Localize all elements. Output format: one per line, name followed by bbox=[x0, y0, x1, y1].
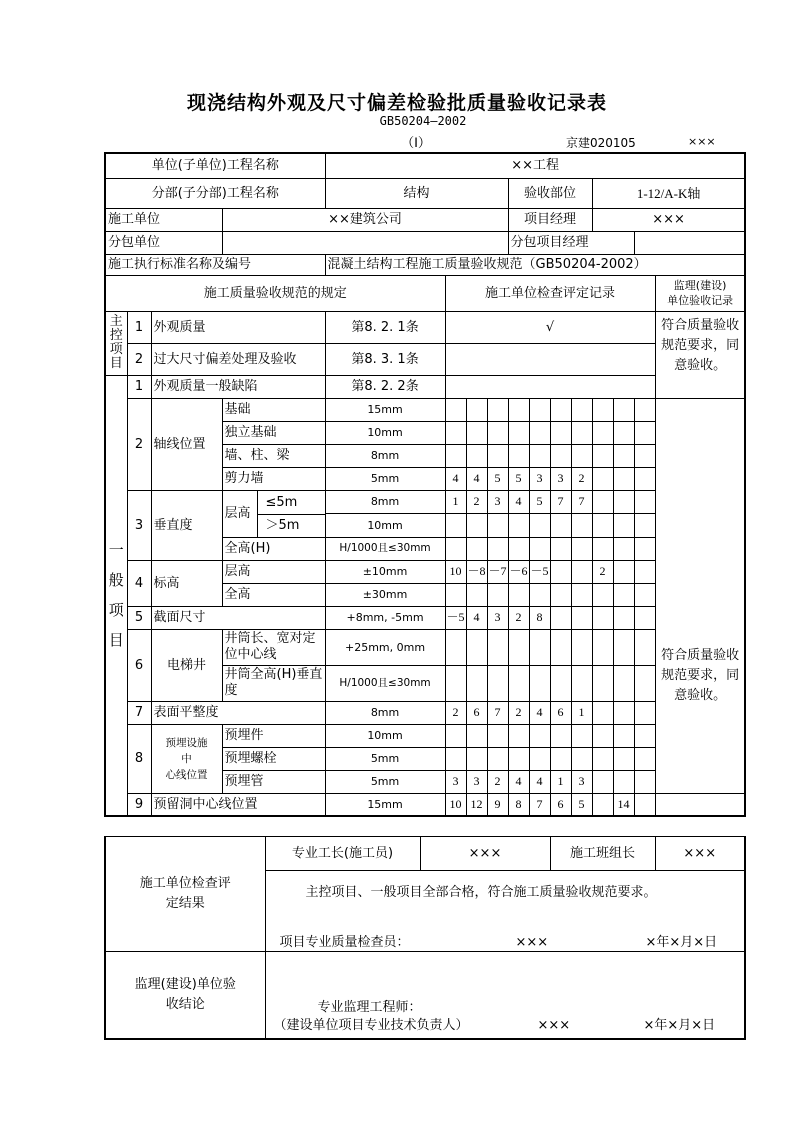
measured-value bbox=[508, 665, 529, 701]
measured-value: 5 bbox=[571, 793, 592, 816]
measured-value: 14 bbox=[613, 793, 634, 816]
measured-value bbox=[571, 444, 592, 467]
measured-value bbox=[487, 583, 508, 606]
measured-value bbox=[613, 421, 634, 444]
measured-value bbox=[571, 560, 592, 583]
measured-value bbox=[487, 537, 508, 560]
sub-project-value: 结构 bbox=[325, 178, 508, 208]
measured-value bbox=[571, 421, 592, 444]
contractor-label: 施工单位 bbox=[105, 208, 222, 231]
measured-value: －5 bbox=[529, 560, 550, 583]
measured-value: 6 bbox=[550, 793, 571, 816]
measured-value: 2 bbox=[508, 701, 529, 724]
measured-value bbox=[613, 770, 634, 793]
measured-value bbox=[466, 724, 487, 747]
unit-project-value: ××工程 bbox=[325, 153, 745, 178]
general-row-item: 标高 bbox=[151, 560, 222, 606]
measured-value: 8 bbox=[508, 793, 529, 816]
measured-value bbox=[550, 560, 571, 583]
measured-value: 2 bbox=[487, 770, 508, 793]
measured-value bbox=[550, 537, 571, 560]
main-row-number: 2 bbox=[127, 343, 151, 375]
measured-value bbox=[571, 747, 592, 770]
general-row-number: 2 bbox=[127, 398, 151, 490]
measured-value bbox=[529, 583, 550, 606]
measured-value bbox=[592, 583, 613, 606]
contractor-value: ××建筑公司 bbox=[222, 208, 508, 231]
supervisor-engineer-label: 专业监理工程师： bbox=[317, 999, 422, 1015]
general-row-clause: 第8. 2. 2条 bbox=[325, 375, 445, 398]
general-row-number: 7 bbox=[127, 701, 151, 724]
measured-value: 7 bbox=[550, 490, 571, 514]
measured-value bbox=[550, 665, 571, 701]
measured-value: 3 bbox=[487, 490, 508, 514]
measured-value bbox=[571, 629, 592, 665]
sub-project-label: 分部(子分部)工程名称 bbox=[105, 178, 325, 208]
main-row-item: 过大尺寸偏差处理及验收 bbox=[151, 343, 325, 375]
measured-value bbox=[445, 724, 466, 747]
measured-value bbox=[445, 421, 466, 444]
measured-value bbox=[445, 747, 466, 770]
measured-value bbox=[592, 606, 613, 629]
measured-value bbox=[592, 665, 613, 701]
measured-value bbox=[634, 747, 655, 770]
measured-value: 4 bbox=[445, 467, 466, 490]
tolerance: +25mm, 0mm bbox=[325, 629, 445, 665]
measured-value bbox=[487, 724, 508, 747]
measured-value bbox=[592, 770, 613, 793]
measured-value: 2 bbox=[466, 490, 487, 514]
measured-value: 4 bbox=[529, 770, 550, 793]
measured-value: 1 bbox=[445, 490, 466, 514]
supervisor-column-header: 监理(建设) 单位验收记录 bbox=[655, 275, 745, 311]
measured-value: 2 bbox=[508, 606, 529, 629]
measured-value bbox=[634, 537, 655, 560]
general-row-item: 电梯井 bbox=[151, 629, 222, 701]
measured-value: 3 bbox=[445, 770, 466, 793]
sub-item: ＞5m bbox=[265, 517, 300, 533]
sub-item: 全高 bbox=[222, 583, 325, 606]
measured-value bbox=[466, 665, 487, 701]
measured-value bbox=[592, 421, 613, 444]
measured-value bbox=[634, 606, 655, 629]
measured-value bbox=[550, 747, 571, 770]
measured-value bbox=[592, 490, 613, 514]
unit-project-label: 单位(子单位)工程名称 bbox=[105, 153, 325, 178]
measured-value: 10 bbox=[445, 560, 466, 583]
measured-value bbox=[466, 537, 487, 560]
pm-value: ××× bbox=[592, 208, 745, 231]
sub-item: 全高(H) bbox=[222, 537, 325, 560]
measured-value bbox=[550, 398, 571, 421]
tolerance: 8mm bbox=[325, 490, 445, 514]
accept-part-label: 验收部位 bbox=[508, 178, 592, 208]
measured-value bbox=[550, 421, 571, 444]
subcontractor-value bbox=[222, 231, 508, 254]
owner-tech-lead-label: （建设单位项目专业技术负责人） bbox=[273, 1017, 469, 1033]
measured-value bbox=[445, 629, 466, 665]
inspection-record-table bbox=[104, 152, 746, 817]
pm-label: 项目经理 bbox=[508, 208, 592, 231]
measured-value bbox=[529, 629, 550, 665]
measured-value bbox=[508, 583, 529, 606]
measured-value bbox=[508, 514, 529, 538]
measured-value bbox=[613, 560, 634, 583]
measured-value bbox=[487, 629, 508, 665]
sub-item: 井筒长、宽对定位中心线 bbox=[222, 629, 325, 665]
measured-value bbox=[487, 665, 508, 701]
measured-value bbox=[466, 583, 487, 606]
sub-item: 井筒全高(H)垂直度 bbox=[222, 665, 325, 701]
measured-value bbox=[592, 793, 613, 816]
measured-value bbox=[592, 537, 613, 560]
measured-value bbox=[466, 398, 487, 421]
measured-value bbox=[634, 514, 655, 538]
measured-value: 3 bbox=[487, 606, 508, 629]
inspector-label: 项目专业质量检查员： bbox=[279, 935, 410, 950]
sub-item: 预埋螺栓 bbox=[222, 747, 325, 770]
measured-value: 4 bbox=[508, 770, 529, 793]
measured-value bbox=[550, 606, 571, 629]
measured-value bbox=[613, 444, 634, 467]
measured-value: －5 bbox=[445, 606, 466, 629]
measured-value bbox=[445, 583, 466, 606]
main-row-number: 1 bbox=[127, 311, 151, 343]
foreman-label: 专业工长(施工员) bbox=[265, 837, 420, 871]
spec-column-header: 施工质量验收规范的规定 bbox=[105, 275, 445, 311]
measured-value: 2 bbox=[571, 467, 592, 490]
supervisor-conclusion bbox=[265, 951, 745, 1039]
measured-value bbox=[613, 490, 634, 514]
measured-value bbox=[466, 444, 487, 467]
measured-value bbox=[466, 514, 487, 538]
measured-value bbox=[613, 747, 634, 770]
foreman-value: ××× bbox=[420, 837, 550, 871]
measured-value: 7 bbox=[571, 490, 592, 514]
measured-value bbox=[613, 398, 634, 421]
measured-value: －8 bbox=[466, 560, 487, 583]
measured-value: 12 bbox=[466, 793, 487, 816]
measured-value bbox=[508, 421, 529, 444]
measured-value bbox=[529, 421, 550, 444]
general-items-label: 一 般 项 目 bbox=[105, 375, 127, 816]
tolerance: H/1000且≤30mm bbox=[325, 665, 445, 701]
measured-value bbox=[487, 444, 508, 467]
eval-result bbox=[265, 871, 745, 951]
measured-value bbox=[487, 398, 508, 421]
measured-value: 4 bbox=[508, 490, 529, 514]
measured-value bbox=[466, 747, 487, 770]
main-row-clause: 第8. 2. 1条 bbox=[325, 311, 445, 343]
measured-value bbox=[592, 444, 613, 467]
measured-value bbox=[508, 724, 529, 747]
measured-value bbox=[613, 583, 634, 606]
main-row-clause: 第8. 3. 1条 bbox=[325, 343, 445, 375]
measured-value bbox=[571, 398, 592, 421]
main-row-item: 外观质量 bbox=[151, 311, 325, 343]
general-row-item: 预留洞中心线位置 bbox=[151, 793, 325, 816]
measured-value bbox=[634, 770, 655, 793]
general-row-item: 外观质量一般缺陷 bbox=[151, 375, 325, 398]
measured-value bbox=[634, 560, 655, 583]
general-row-item: 表面平整度 bbox=[151, 701, 325, 724]
main-control-result: 符合质量验收规范要求，同意验收。 bbox=[655, 311, 745, 398]
standard-value: 混凝土结构工程施工质量验收规范（GB50204-2002） bbox=[325, 254, 745, 275]
measured-value bbox=[634, 421, 655, 444]
measured-value bbox=[571, 606, 592, 629]
measured-value: 3 bbox=[571, 770, 592, 793]
measured-value bbox=[634, 701, 655, 724]
measured-value bbox=[592, 398, 613, 421]
measured-value: 10 bbox=[445, 793, 466, 816]
eval-label: 施工单位检查评定结果 bbox=[105, 837, 265, 952]
general-row-item: 预埋设施 中 心线位置 bbox=[151, 724, 222, 793]
sub-item: 预埋件 bbox=[222, 724, 325, 747]
tolerance: 10mm bbox=[325, 514, 445, 538]
measured-value bbox=[634, 490, 655, 514]
general-row-item: 垂直度 bbox=[151, 490, 222, 560]
measured-value bbox=[550, 514, 571, 538]
measured-value bbox=[529, 514, 550, 538]
standard-code: GB50204—2002 bbox=[379, 114, 467, 128]
tolerance: 5mm bbox=[325, 747, 445, 770]
tolerance: H/1000且≤30mm bbox=[325, 537, 445, 560]
measured-value bbox=[529, 747, 550, 770]
measured-value bbox=[571, 583, 592, 606]
measured-value bbox=[634, 665, 655, 701]
measured-value bbox=[634, 793, 655, 816]
measured-value bbox=[571, 724, 592, 747]
sub-pm-label: 分包项目经理 bbox=[508, 231, 634, 254]
measured-value bbox=[508, 629, 529, 665]
measured-value bbox=[529, 537, 550, 560]
sub-item: 层高 bbox=[223, 491, 258, 537]
measured-value bbox=[592, 514, 613, 538]
measured-value bbox=[592, 724, 613, 747]
subcontractor-label: 分包单位 bbox=[105, 231, 222, 254]
measured-value: 3 bbox=[550, 467, 571, 490]
measured-value bbox=[634, 398, 655, 421]
measured-value bbox=[592, 701, 613, 724]
measured-value bbox=[466, 629, 487, 665]
eval-text: 主控项目、一般项目全部合格，符合施工质量验收规范要求。 bbox=[305, 885, 657, 900]
measured-value bbox=[487, 747, 508, 770]
tolerance: 10mm bbox=[325, 724, 445, 747]
measured-value bbox=[445, 514, 466, 538]
measured-value: 1 bbox=[571, 701, 592, 724]
measured-value bbox=[634, 467, 655, 490]
measured-value: 1 bbox=[550, 770, 571, 793]
measured-value: 5 bbox=[529, 490, 550, 514]
supervisor-label: 监理(建设)单位验收结论 bbox=[105, 951, 265, 1039]
supervisor-value: ××× bbox=[537, 1017, 571, 1033]
measured-value bbox=[613, 467, 634, 490]
sub-pm-value bbox=[634, 231, 745, 254]
measured-value bbox=[634, 444, 655, 467]
measured-value: 4 bbox=[466, 467, 487, 490]
measured-value bbox=[550, 629, 571, 665]
measured-value bbox=[550, 724, 571, 747]
measured-value bbox=[613, 606, 634, 629]
general-row-item: 截面尺寸 bbox=[151, 606, 325, 629]
measured-value bbox=[592, 629, 613, 665]
sub-item: 剪力墙 bbox=[222, 467, 325, 490]
main-row-check: √ bbox=[445, 311, 655, 343]
tolerance: 8mm bbox=[325, 701, 445, 724]
measured-value bbox=[571, 514, 592, 538]
measured-value bbox=[634, 724, 655, 747]
measured-value bbox=[508, 444, 529, 467]
form-code: 京建020105 bbox=[566, 136, 636, 150]
measured-value bbox=[550, 444, 571, 467]
measured-value bbox=[445, 537, 466, 560]
measured-value: 6 bbox=[466, 701, 487, 724]
measured-value bbox=[529, 398, 550, 421]
measured-value: 4 bbox=[466, 606, 487, 629]
measured-value bbox=[634, 583, 655, 606]
accept-part-value: 1-12/A-K轴 bbox=[592, 178, 745, 208]
measured-value bbox=[466, 421, 487, 444]
general-row-number: 5 bbox=[127, 606, 151, 629]
measured-value bbox=[445, 398, 466, 421]
measured-value: 8 bbox=[529, 606, 550, 629]
measured-value bbox=[613, 665, 634, 701]
main-control-label: 主控项目 bbox=[105, 311, 127, 375]
measured-value bbox=[613, 537, 634, 560]
inspector-value: ××× bbox=[515, 935, 549, 950]
document-title: 现浇结构外观及尺寸偏差检验批质量验收记录表 bbox=[186, 92, 607, 114]
measured-value: 2 bbox=[592, 560, 613, 583]
measured-value: 4 bbox=[529, 701, 550, 724]
general-row-number: 8 bbox=[127, 724, 151, 793]
general-row-check bbox=[445, 375, 655, 398]
measured-value bbox=[487, 421, 508, 444]
tolerance: +8mm, -5mm bbox=[325, 606, 445, 629]
measured-value bbox=[634, 629, 655, 665]
team-label: 施工班组长 bbox=[550, 837, 655, 871]
form-part-number: （Ⅰ） bbox=[401, 135, 431, 150]
measured-value: －6 bbox=[508, 560, 529, 583]
tolerance: 10mm bbox=[325, 421, 445, 444]
measured-value: 3 bbox=[466, 770, 487, 793]
measured-value: 6 bbox=[550, 701, 571, 724]
measured-value bbox=[508, 747, 529, 770]
sub-item: 预埋管 bbox=[222, 770, 325, 793]
check-column-header: 施工单位检查评定记录 bbox=[445, 275, 655, 311]
general-row-number: 3 bbox=[127, 490, 151, 560]
measured-value bbox=[508, 398, 529, 421]
supervisor-date: ×年×月×日 bbox=[643, 1017, 716, 1033]
measured-value bbox=[613, 701, 634, 724]
measured-value bbox=[613, 629, 634, 665]
sub-item-group bbox=[222, 490, 325, 537]
main-row-check bbox=[445, 343, 655, 375]
measured-value bbox=[445, 444, 466, 467]
team-value: ××× bbox=[655, 837, 745, 871]
measured-value bbox=[508, 537, 529, 560]
measured-value: 7 bbox=[487, 701, 508, 724]
tolerance: 8mm bbox=[325, 444, 445, 467]
sub-item: 基础 bbox=[222, 398, 325, 421]
inspector-date: ×年×月×日 bbox=[645, 935, 718, 950]
general-row-number: 9 bbox=[127, 793, 151, 816]
measured-value bbox=[487, 514, 508, 538]
sub-item: ≤5m bbox=[258, 491, 325, 515]
measured-value: 3 bbox=[529, 467, 550, 490]
general-row-number: 1 bbox=[127, 375, 151, 398]
sub-item: 层高 bbox=[222, 560, 325, 583]
measured-value: 5 bbox=[508, 467, 529, 490]
measured-value bbox=[529, 724, 550, 747]
tolerance: 5mm bbox=[325, 770, 445, 793]
tolerance: ±30mm bbox=[325, 583, 445, 606]
tolerance: 5mm bbox=[325, 467, 445, 490]
general-result: 符合质量验收规范要求，同意验收。 bbox=[655, 398, 745, 793]
general-row-number: 4 bbox=[127, 560, 151, 606]
form-code-suffix: ××× bbox=[688, 135, 716, 148]
sub-item: 墙、柱、梁 bbox=[222, 444, 325, 467]
tolerance: 15mm bbox=[325, 398, 445, 421]
measured-value: 9 bbox=[487, 793, 508, 816]
measured-value bbox=[529, 444, 550, 467]
sub-item: 独立基础 bbox=[222, 421, 325, 444]
tolerance: 15mm bbox=[325, 793, 445, 816]
measured-value bbox=[529, 665, 550, 701]
measured-value: 7 bbox=[529, 793, 550, 816]
measured-value bbox=[571, 537, 592, 560]
measured-value bbox=[613, 514, 634, 538]
measured-value bbox=[445, 665, 466, 701]
measured-value bbox=[592, 467, 613, 490]
general-row-item: 轴线位置 bbox=[151, 398, 222, 490]
measured-value bbox=[550, 583, 571, 606]
standard-label: 施工执行标准名称及编号 bbox=[105, 254, 325, 275]
measured-value: －7 bbox=[487, 560, 508, 583]
general-row-number: 6 bbox=[127, 629, 151, 701]
measured-value bbox=[592, 747, 613, 770]
footer-table bbox=[104, 836, 746, 1040]
measured-value: 5 bbox=[487, 467, 508, 490]
measured-value bbox=[571, 665, 592, 701]
measured-value: 2 bbox=[445, 701, 466, 724]
measured-value bbox=[613, 724, 634, 747]
tolerance: ±10mm bbox=[325, 560, 445, 583]
